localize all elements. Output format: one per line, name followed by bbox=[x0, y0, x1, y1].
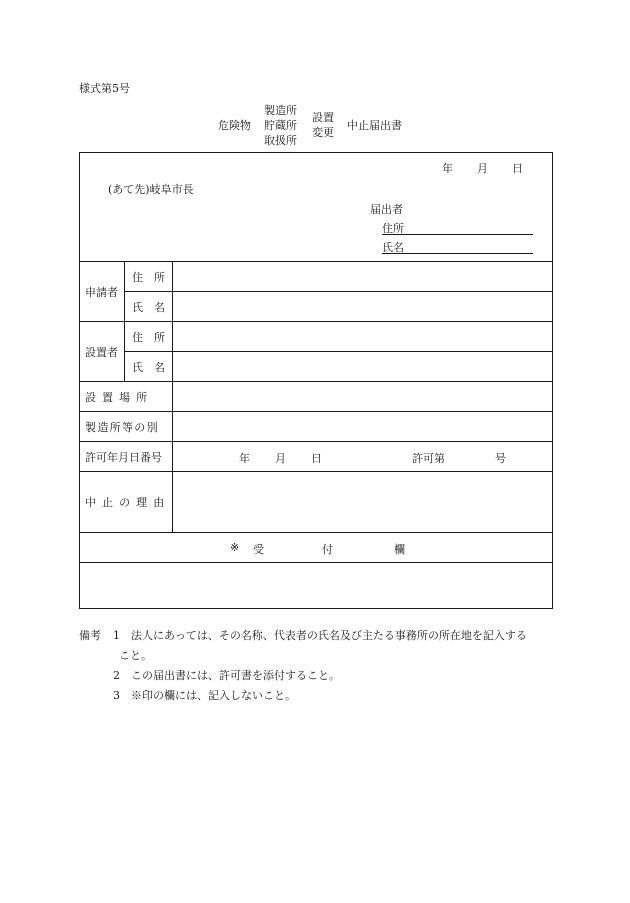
permit-label: 許可年月日番号 bbox=[80, 442, 173, 472]
applicant-name-label: 氏 名 bbox=[125, 292, 173, 322]
title-action-change: 変更 bbox=[312, 126, 334, 139]
notifier-address-label: 住所 bbox=[382, 222, 404, 235]
date-day-label: 日 bbox=[512, 162, 523, 175]
receipt-char-2: 付 bbox=[322, 543, 333, 556]
installer-name-label: 氏 名 bbox=[125, 352, 173, 382]
applicant-address-field[interactable] bbox=[173, 262, 553, 292]
installer-address-field[interactable] bbox=[173, 322, 553, 352]
title-facility-manufacturing: 製造所 bbox=[264, 104, 297, 117]
applicant-address-label: 住 所 bbox=[125, 262, 173, 292]
reason-label: 中止の理由 bbox=[80, 472, 173, 533]
notification-form-table bbox=[79, 152, 553, 609]
receipt-mark: ※ bbox=[230, 541, 240, 554]
note-3-text: ※印の欄には、記入しないこと。 bbox=[131, 689, 296, 702]
location-field[interactable] bbox=[173, 382, 553, 412]
note-2-text: この届出書には、許可書を添付すること。 bbox=[131, 669, 340, 682]
receipt-char-1: 受 bbox=[253, 543, 264, 556]
form-number: 様式第5号 bbox=[79, 82, 130, 95]
note-1-number: 1 bbox=[113, 629, 120, 642]
installer-address-label: 住 所 bbox=[125, 322, 173, 352]
applicant-name-field[interactable] bbox=[173, 292, 553, 322]
note-1-text-continued: こと。 bbox=[119, 649, 152, 662]
note-2-number: 2 bbox=[113, 669, 120, 682]
facility-class-field[interactable] bbox=[173, 412, 553, 442]
header-block bbox=[80, 153, 553, 262]
date-year-label: 年 bbox=[442, 162, 453, 175]
permit-year-label: 年 bbox=[239, 452, 250, 465]
receipt-char-3: 欄 bbox=[394, 543, 405, 556]
permit-number-suffix: 号 bbox=[495, 452, 506, 465]
notifier-address-line[interactable] bbox=[382, 234, 533, 235]
addressee: (あて先)岐阜市長 bbox=[108, 183, 194, 196]
note-3-number: 3 bbox=[113, 689, 120, 702]
installer-label: 設置者 bbox=[80, 322, 125, 382]
date-month-label: 月 bbox=[477, 162, 488, 175]
installer-name-field[interactable] bbox=[173, 352, 553, 382]
location-label: 設置場所 bbox=[80, 382, 173, 412]
permit-month-label: 月 bbox=[275, 452, 286, 465]
applicant-label: 申請者 bbox=[80, 262, 125, 322]
title-subject: 危険物 bbox=[218, 119, 251, 132]
permit-field[interactable] bbox=[173, 442, 553, 472]
title-facility-storage: 貯蔵所 bbox=[264, 119, 297, 132]
title-suffix: 中止届出書 bbox=[347, 119, 402, 132]
notifier-name-line[interactable] bbox=[382, 253, 533, 254]
permit-number-prefix: 許可第 bbox=[412, 452, 445, 465]
reason-field[interactable] bbox=[173, 472, 553, 533]
receipt-area bbox=[80, 563, 553, 609]
remarks-label: 備考 bbox=[79, 629, 101, 642]
receipt-header bbox=[80, 533, 553, 563]
facility-class-label: 製造所等の別 bbox=[80, 412, 173, 442]
notifier-name-label: 氏名 bbox=[382, 241, 404, 254]
title-facility-handling: 取扱所 bbox=[264, 134, 297, 147]
permit-day-label: 日 bbox=[311, 452, 322, 465]
notifier-label: 届出者 bbox=[370, 203, 403, 216]
title-action-install: 設置 bbox=[312, 111, 334, 124]
note-1-text: 法人にあっては、その名称、代表者の氏名及び主たる事務所の所在地を記入する bbox=[131, 629, 527, 642]
